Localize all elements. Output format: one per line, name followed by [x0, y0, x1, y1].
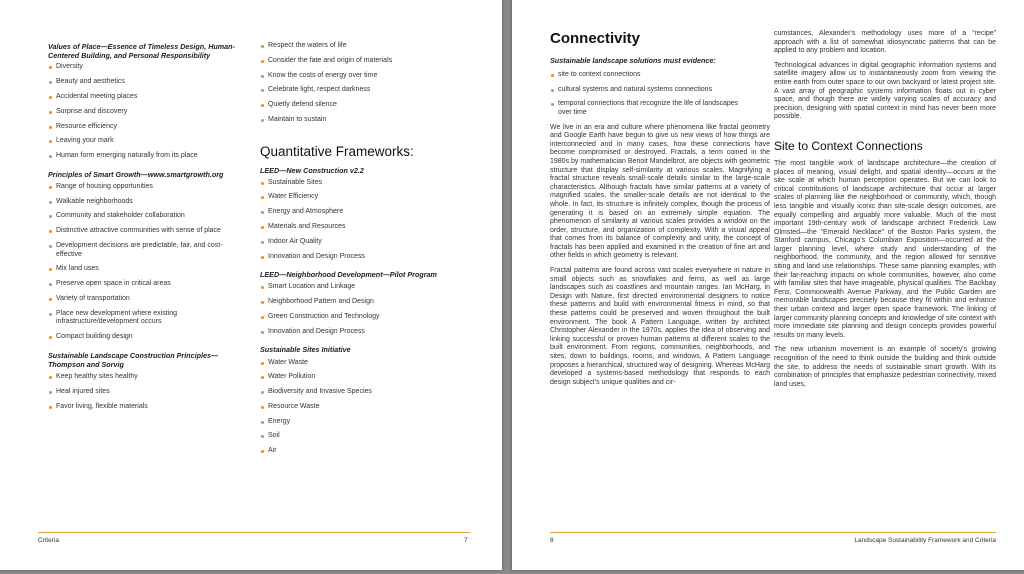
section-sustainable-sites [260, 345, 460, 455]
bullet-list [48, 183, 248, 342]
list-item: Preserve open space in critical areas [48, 280, 248, 289]
right-page [512, 0, 1024, 570]
list-item: Surprise and discovery [48, 108, 248, 117]
section-title: LEED—Neighborhood Development—Pilot Program [260, 270, 437, 280]
list-item: Water Efficiency [260, 193, 460, 202]
section-title: Sustainable Sites Initiative [260, 345, 351, 355]
list-item: Sustainable Sites [260, 179, 460, 188]
section-smart-growth [48, 170, 248, 342]
list-item: Quietly defend silence [260, 101, 460, 110]
bullet-list [260, 42, 460, 125]
section-construction-principles [48, 351, 248, 412]
connectivity-heading: Connectivity [550, 30, 641, 47]
list-item: Diversity [48, 63, 248, 72]
list-item: Consider the fate and origin of materials [260, 57, 460, 66]
bullet-list [48, 373, 248, 411]
list-item: Place new development where existing infrastructure/development occurs [48, 310, 248, 327]
list-item: Energy and Atmosphere [260, 208, 460, 217]
list-item: Air [260, 447, 460, 456]
list-item: Resource Waste [260, 403, 460, 412]
list-item: Water Pollution [260, 373, 460, 382]
list-item: Innovation and Design Process [260, 253, 460, 262]
list-item: Innovation and Design Process [260, 328, 460, 337]
right-column-2 [774, 30, 996, 389]
list-item: Water Waste [260, 359, 460, 368]
left-page [0, 0, 502, 570]
list-item: Favor living, flexible materials [48, 403, 248, 412]
body-paragraph: Fractal patterns are found across vast scales everywhere in nature in small objects such as snowflakes and ferns, as well as large landscapes such as coastlines and mountain ranges. Ian McHarg, in Design with Nature, first directed environmental designers to notice these patterns and build with environmental fitness in mind, so that these patterns could be preserved and woven throughout the built environment. The book A Pattern Language, written by architect Christopher Alexander in the 1970s, applies the idea of observing and linking successful or proven human patterns at different scales to the built environment. From regions, communities, neighborhoods, and sites, down to buildings, rooms, and windows, A Pattern Language proposes a hierarchical, structured way of designing. Whereas McHarg developed a systems-based methodology that responds to each design subject's unique qualities and cir- [550, 267, 770, 386]
list-item: Walkable neighborhoods [48, 198, 248, 207]
list-item: Energy [260, 418, 460, 427]
section-title: LEED—New Construction v2.2 [260, 165, 364, 175]
body-paragraph: cumstances, Alexander's methodology uses more of a “recipe” approach with a list of somewhat idiosyncratic patterns that can be applied to any problem and location. [774, 30, 996, 55]
list-item: Smart Location and Linkage [260, 283, 460, 292]
list-item: Leaving your mark [48, 137, 248, 146]
list-item: Biodiversity and Invasive Species [260, 388, 460, 397]
bullet-list [48, 63, 248, 160]
list-item: cultural systems and natural systems connections [550, 86, 740, 95]
evidence-list [550, 71, 740, 117]
left-column-2 [260, 42, 460, 456]
list-item: Variety of transportation [48, 295, 248, 304]
page-number: 8 [550, 537, 554, 544]
list-item: Maintain to sustain [260, 116, 460, 125]
footer-rule [38, 532, 470, 533]
list-item: Respect the waters of life [260, 42, 460, 51]
right-column-1 [550, 30, 770, 387]
list-item: Indoor Air Quality [260, 238, 460, 247]
body-paragraph: We live in an era and culture where phenomena like fractal geometry and Google Earth have begun to give us new views of how things are interconnected and in many cases, how these connections have become compromised or destroyed. Fractals, a term coined in the 1980s by mathematician Benoit Mandelbrot, are objects with geometric structure that display self-similarity at various scales. Magnifying a fractal structure reveals small-scale details similar to the large-scale characteristics. Although fractals have similar patterns at a variety of magnified scales, the smaller-scale details are not identical to the whole. In fact, its structure is infinitely complex, though the process of generating it is based on an extremely simple equation. The phenomenon of similarity at various scales provides a window on the order, structure, and organization of complexity. With a visual appeal that comes from its balance of complexity and unity, the concept of fractals has been applied and examined in the creation of fine art and other fields in which geometry is relevant. [550, 123, 770, 260]
list-item: temporal connections that recognize the life of landscapes over time [550, 100, 740, 117]
bullet-list [260, 359, 460, 456]
quantitative-frameworks-heading: Quantitative Frameworks: [260, 143, 414, 159]
bullet-list [260, 179, 460, 262]
body-paragraph: The new urbanism movement is an example of society's growing recognition of the need to think outside the building and think outside the site, to address the needs of sustainable smart growth. With its combination of principles that emphasize pedestrian connectivity, mixed land uses, [774, 346, 996, 388]
site-context-heading: Site to Context Connections [774, 138, 923, 153]
section-title: Principles of Smart Growth—www.smartgrowth.org [48, 169, 224, 179]
list-item: site to context connections [550, 71, 740, 80]
section-leed-nd [260, 270, 460, 336]
footer-rule [550, 532, 996, 533]
left-column-1 [48, 42, 248, 411]
list-item: Soil [260, 432, 460, 441]
body-paragraph: Technological advances in digital geographic information systems and satellite imagery allow us to instantaneously zoom from viewing the entire earth from outer space to our own backyard or latest project site. A vast array of geographic systems information floats out in cyber space, and though there are widely varying scales of accuracy and precision, designing with spatial context in mind has never been more possible. [774, 61, 996, 121]
list-item: Beauty and aesthetics [48, 78, 248, 87]
section-title: Values of Place—Essence of Timeless Design, Human-Centered Building, and Personal Responsibility [48, 42, 235, 61]
list-item: Keep healthy sites healthy [48, 373, 248, 382]
bullet-list [260, 283, 460, 336]
list-item: Development decisions are predictable, fair, and cost-effective [48, 242, 248, 259]
list-item: Green Construction and Technology [260, 313, 460, 322]
section-values-of-place [48, 42, 248, 161]
body-paragraph: The most tangible work of landscape architecture—the creation of places of meaning, visual delight, and spatial identity—occurs at the site scale at which human perception operates. But we can look to critical contributions of landscape architecture that occur at larger scales of planning like the neighborhood or community, which, though less tangible and visually iconic than site-scale design outcomes, are equally compelling and arguably more valuable. Much of the most important 19th-century work of landscape architect Frederick Law Olmsted—the “Emerald Necklace” of the Boston Parks system, the Stanford campus, Chicago's Columbian Exposition—occurred at the larger planning level, where study and understanding of the neighborhood, the community, and the region allowed for sensitive siting and land use relationships. These same planning examples, with their far-reaching impacts on whole communities, however, also come with familiar sites that have imageable, physical qualities. The Backbay Fens, Commonwealth Avenue Parkway, and the Public Garden are memorable landscapes precisely because they fit within and enhance their urban context and larger open space framework. The linking of larger community planning concepts and knowledge of site context with more immediate site planning and design concepts provides powerful results on many levels. [774, 159, 996, 339]
list-item: Resource efficiency [48, 123, 248, 132]
list-item: Celebrate light, respect darkness [260, 86, 460, 95]
list-item: Compact building design [48, 333, 248, 342]
list-item: Mix land uses [48, 265, 248, 274]
list-item: Accidental meeting places [48, 93, 248, 102]
list-item: Know the costs of energy over time [260, 72, 460, 81]
section-title: Sustainable Landscape Construction Principles—Thompson and Sorvig [48, 350, 219, 369]
list-item: Community and stakeholder collaboration [48, 212, 248, 221]
section-leed-nc [260, 166, 460, 262]
page-number: 7 [464, 537, 468, 544]
list-item: Human form emerging naturally from its place [48, 152, 248, 161]
list-item: Materials and Resources [260, 223, 460, 232]
list-item: Neighborhood Pattern and Design [260, 298, 460, 307]
footer-label: Landscape Sustainability Framework and Criteria [854, 537, 996, 544]
footer-label: Criteria [38, 537, 59, 544]
list-item: Heal injured sites [48, 388, 248, 397]
list-item: Distinctive attractive communities with sense of place [48, 227, 248, 236]
list-item: Range of housing opportunities [48, 183, 248, 192]
evidence-title: Sustainable landscape solutions must evidence: [550, 56, 716, 65]
